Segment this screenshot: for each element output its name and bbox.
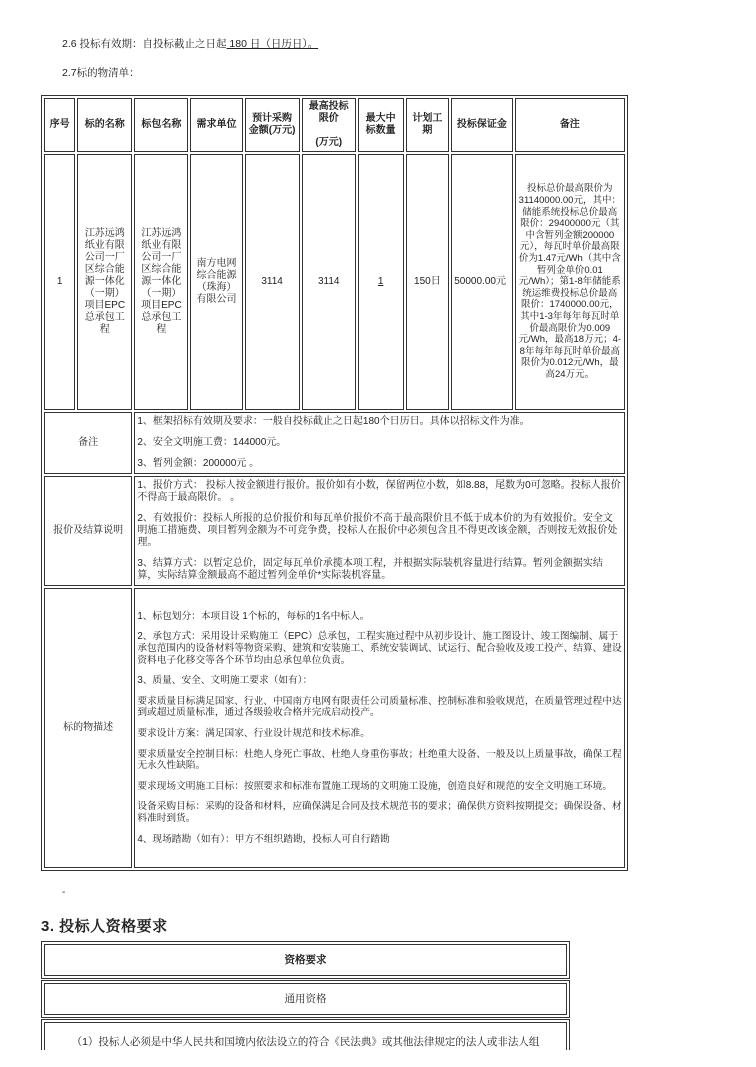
general-qualification-box [41, 980, 570, 1018]
notes-label: 备注 [44, 412, 132, 474]
desc-row [44, 588, 625, 868]
pricing-row [44, 476, 625, 586]
pricing-label: 报价及结算说明 [44, 476, 132, 586]
header-seq: 序号 [44, 98, 75, 152]
header-row [44, 98, 625, 152]
pricing-item: 3、结算方式：以暂定总价，固定每瓦单价承揽本项工程，并根据实际装机容量进行结算。暂列金额据实结算，实际结算金额最高不超过暂列金单价*实际装机容量。 [137, 558, 603, 581]
cell-maxprice: 3114 [302, 154, 356, 410]
qualification-item-box [41, 1019, 570, 1050]
notes-content [134, 412, 625, 474]
header-budget: 预计采购金额(万元) [245, 98, 300, 152]
header-winners: 最大中标数量 [358, 98, 404, 152]
header-demand: 需求单位 [190, 98, 242, 152]
cell-budget: 3114 [245, 154, 300, 410]
desc-item: 2、承包方式：采用设计采购施工（EPC）总承包，工程实施过程中从初步设计、施工图设计、竣工图编制、属于承包范围内的设备材料等物资采购、建筑和安装施工、系统安装调试、试运行、配合验收及竣工投产、结算、建设资料电子化移交等各个环节均由总承包单位负责。 [137, 631, 622, 666]
header-deposit: 投标保证金 [451, 98, 512, 152]
notes-row [44, 412, 625, 474]
header-period: 计划工期 [406, 98, 450, 152]
qualification-header: 资格要求 [44, 944, 567, 976]
cell-seq: 1 [44, 154, 75, 410]
header-name: 标的名称 [77, 98, 132, 152]
header-maxprice [302, 98, 356, 152]
cell-demand: 南方电网综合能源（珠海）有限公司 [190, 154, 242, 410]
table-row [44, 154, 625, 410]
desc-item: 要求设计方案：满足国家、行业设计规范和技术标准。 [137, 728, 370, 739]
header-maxprice-a: 最高投标限价 [308, 101, 349, 124]
desc-item: 要求质量目标满足国家、行业、中国南方电网有限责任公司质量标准、控制标准和验收规范，在质量管理过程中达到或超过质量标准，通过各级验收合格并完成启动投产。 [137, 695, 622, 719]
desc-item: 4、现场踏勘（如有）：甲方不组织踏勘，投标人可自行踏勘 [137, 833, 390, 845]
note-item: 2、安全文明施工费：144000元。 [137, 437, 287, 448]
desc-item: 3、质量、安全、文明施工要求（如有）： [137, 675, 313, 687]
desc-label: 标的物描述 [44, 588, 132, 868]
qualification-header-box [41, 941, 570, 979]
cell-winners: 1 [358, 154, 404, 410]
list-title: 2.7标的物清单： [62, 67, 140, 79]
pricing-item: 1、报价方式： 投标人按金额进行报价。报价如有小数，保留两位小数，如8.88，尾数为0可忽略。投标人报价不得高于最高限价。 。 [137, 480, 621, 503]
bid-validity-line [62, 36, 318, 51]
bid-validity-days: 180 日（日历日）。 [226, 38, 319, 50]
bid-validity-prefix: 2.6 投标有效期：自投标截止之日起 [62, 38, 227, 50]
pricing-item: 2、有效报价：投标人所报的总价报价和每瓦单价报价不高于最高限价且不低于成本价的为有效报价。安全文明施工措施费、项目暂列金额为不可竞争费，投标人在报价中必须包含且不得更改该金额，否则按无效报价处理。 [137, 513, 618, 548]
cell-name: 江苏远鸿纸业有限公司一厂区综合能源一体化（一期）项目EPC总承包工程 [77, 154, 132, 410]
desc-item: 要求质量安全控制目标：杜绝人身死亡事故、杜绝人身重伤事故；杜绝重大设备、一般及以上质量事故，确保工程无永久性缺陷。 [137, 748, 622, 772]
desc-item: 1、标包划分：本项目设 1个标的，每标的1名中标人。 [137, 610, 370, 622]
cell-remark: 投标总价最高限价为31140000.00元，其中：储能系统投标总价最高限价：29400000元（其中含暂列金额200000元），每瓦时单价最高限价为1.47元/Wh（其中含暂列金单价0.01元/Wh）；第1-8年储能系统运维费投标总价最高限价：1740000.00元，其中1-3年每年每瓦时单价最高限价为0.009元/Wh，最高18万元；4-8年每年每瓦时单价最高限价为0.012元/Wh，最高24万元。 [515, 154, 625, 410]
desc-item: 要求现场文明施工目标：按照要求和标准布置施工现场的文明施工设施，创造良好和规范的安全文明施工环境。 [137, 780, 613, 792]
note-item: 1、框架招标有效期及要求：一般自投标截止之日起180个日历日。具体以招标文件为准。 [137, 416, 530, 427]
cell-deposit: 50000.00元 [451, 154, 512, 410]
cell-period: 150日 [406, 154, 450, 410]
section3-title: 3. 投标人资格要求 [41, 918, 168, 935]
header-maxprice-b: (万元) [315, 137, 343, 148]
header-package: 标包名称 [134, 98, 188, 152]
note-item: 3、暂列金额：200000元 。 [137, 458, 260, 469]
desc-item: 设备采购目标：采购的设备和材料，应确保满足合同及技术规范书的要求；确保供方资料按期提交；确保设备、材料准时到货。 [137, 801, 622, 824]
qualification-item-1: （1）投标人必须是中华人民共和国境内依法设立的符合《民法典》或其他法律规定的法人或非法人组 [44, 1022, 567, 1050]
desc-content [134, 588, 625, 868]
header-remark: 备注 [515, 98, 625, 152]
separator-dash: - [62, 887, 66, 898]
items-table [41, 95, 628, 871]
general-qualification: 通用资格 [44, 983, 567, 1015]
pricing-content [134, 476, 625, 586]
cell-package: 江苏远鸿纸业有限公司一厂区综合能源一体化（一期）项目EPC总承包工程 [134, 154, 188, 410]
